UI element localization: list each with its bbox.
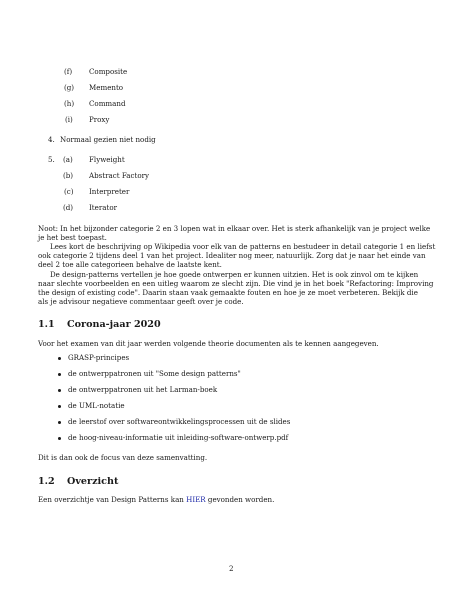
section-title: Corona-jaar 2020 — [67, 319, 161, 330]
bullet-dot — [58, 357, 61, 360]
bullet-item: de ontwerppatronen uit "Some design patterns" — [68, 369, 241, 378]
paragraph-line: als je advisour negatieve commentaar geeft over je code. — [38, 297, 244, 306]
list-label: (d) — [63, 203, 74, 212]
list-item: Flyweight — [89, 155, 125, 164]
bullet-item: de UML-notatie — [68, 401, 125, 410]
page-number: 2 — [229, 564, 234, 573]
bullet-item: de leerstof over softwareontwikkelingsprocessen uit de slides — [68, 417, 291, 426]
paragraph-line: Noot: In het bijzonder categorie 2 en 3 lopen wat in elkaar over. Het is sterk afhankelijk van je project welke — [38, 224, 431, 233]
list-number: 4. — [48, 135, 55, 144]
list-label: (h) — [64, 99, 75, 108]
list-item: Composite — [89, 67, 128, 76]
overview-text-after: gevonden worden. — [205, 495, 275, 504]
overview-text-before: Een overzichtje van Design Patterns kan — [38, 495, 187, 504]
list-label: (i) — [65, 115, 73, 124]
list-number: 5. — [48, 155, 55, 164]
hier-link[interactable]: HIER — [186, 495, 206, 504]
section-number: 1.1 — [38, 319, 55, 330]
list-item: Abstract Factory — [89, 171, 150, 180]
paragraph-line: deel 2 toe alle categorieen behalve de laatste kent. — [38, 260, 222, 269]
section-number: 1.2 — [38, 476, 55, 487]
paragraph-line: the design of existing code". Daarin staan vaak gemaakte fouten en hoe je ze moet verbeteren. Bekijk die — [38, 288, 418, 297]
paragraph-line: De design-patterns vertellen je hoe goede ontwerpen er kunnen uitzien. Het is ook zinvol om te kijken — [50, 270, 419, 279]
bullet-dot — [58, 389, 61, 392]
paragraph-line: Lees kort de beschrijving op Wikipedia voor elk van de patterns en bestudeer in detail categorie 1 en liefst — [50, 242, 436, 251]
bullet-dot — [58, 421, 61, 424]
section-outro: Dit is dan ook de focus van deze samenvatting. — [38, 453, 208, 462]
list-item: Normaal gezien niet nodig — [60, 135, 156, 144]
bullet-item: de hoog-niveau-informatie uit inleiding-software-ontwerp.pdf — [68, 433, 289, 442]
paragraph-line: ook categorie 2 tijdens deel 1 van het project. Idealiter nog meer, natuurlijk. Zorg dat je naar het einde van — [38, 251, 426, 260]
section-intro: Voor het examen van dit jaar werden volgende theorie documenten als te kennen aangegeven. — [38, 339, 379, 348]
list-label: (g) — [64, 83, 75, 92]
list-label: (a) — [63, 155, 73, 164]
overview-text — [38, 495, 274, 504]
paragraph-line: je het best toepast. — [38, 233, 107, 242]
bullet-item: de ontwerppatronen uit het Larman-boek — [68, 385, 218, 394]
list-item: Memento — [89, 83, 124, 92]
list-item: Iterator — [89, 203, 117, 212]
section-title: Overzicht — [67, 476, 119, 487]
list-item: Interpreter — [89, 187, 130, 196]
list-label: (c) — [64, 187, 74, 196]
bullet-dot — [58, 373, 61, 376]
paragraph-line: naar slechte voorbeelden en een uitleg waarom ze slecht zijn. Die vind je in het boek "Refactoring: Improving — [38, 279, 434, 288]
bullet-dot — [58, 437, 61, 440]
list-label: (f) — [64, 67, 73, 76]
list-label: (b) — [63, 171, 74, 180]
bullet-item: GRASP-principes — [68, 353, 130, 362]
bullet-dot — [58, 405, 61, 408]
list-item: Proxy — [89, 115, 110, 124]
list-item: Command — [89, 99, 126, 108]
